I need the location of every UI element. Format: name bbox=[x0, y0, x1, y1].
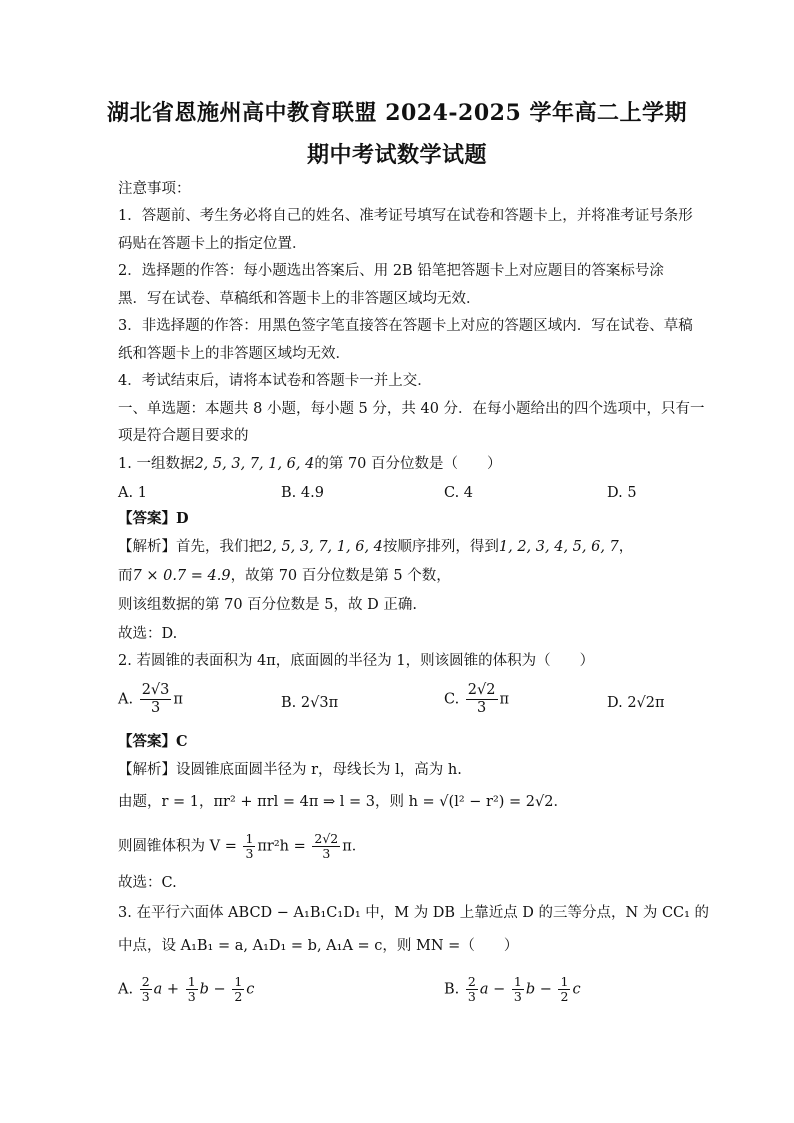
q2-option-a-tail: π bbox=[173, 691, 183, 708]
q1-analysis-1 bbox=[118, 538, 678, 556]
q2-choice: 故选：C. bbox=[118, 875, 177, 891]
q3-a-frac3: $\frac{1}{2}$ bbox=[234, 974, 243, 1004]
q2-option-a-num: 2√3 bbox=[141, 682, 170, 698]
q2-stem: 2. 若圆锥的表面积为 4π，底面圆的半径为 1，则该圆锥的体积为（ ） bbox=[118, 653, 595, 669]
q2-option-c-fraction bbox=[466, 682, 498, 717]
q2-an3-frac1 bbox=[243, 832, 255, 861]
q1-option-b: B. 4.9 bbox=[281, 485, 324, 501]
q2-option-a-den: 3 bbox=[150, 700, 161, 716]
q2-option-a bbox=[118, 682, 183, 717]
q1-analysis-2 bbox=[118, 567, 678, 585]
q3-option-b: B. $\frac{2}{3}$ a − $\frac{1}{3}$ b − $\frac{1}{2}$ c bbox=[444, 974, 581, 1004]
q1-an2-math: 7 × 0.7 = 4.9 bbox=[132, 568, 231, 584]
q1-an1-sorted: 1, 2, 3, 4, 5, 6, 7 bbox=[498, 539, 619, 555]
q2-an3-frac2-num: 2√2 bbox=[314, 831, 339, 846]
q2-option-a-label: A. bbox=[118, 691, 134, 708]
note-2a: 2．选择题的作答：每小题选出答案后、用 2B 铅笔把答题卡上对应题目的答案标号涂 bbox=[118, 263, 664, 279]
q1-stem-post: 的第 70 百分位数是（ ） bbox=[314, 456, 502, 472]
q1-an1-pre: 【解析】首先，我们把 bbox=[118, 539, 263, 555]
q2-an3-frac1-den: 3 bbox=[245, 846, 254, 861]
q1-choice: 故选：D. bbox=[118, 626, 178, 642]
q2-analysis-2: 由题，r = 1，πr² + πrl = 4π ⇒ l = 3，则 h = √(l² − r²) = 2√2． bbox=[118, 794, 568, 810]
q1-option-a: A. 1 bbox=[118, 485, 147, 501]
q2-option-c bbox=[444, 682, 509, 717]
q3-b-frac1: $\frac{2}{3}$ bbox=[467, 974, 476, 1004]
q1-analysis-3: 则该组数据的第 70 百分位数是 5，故 D 正确. bbox=[118, 597, 417, 613]
note-3b: 纸和答题卡上的非答题区域均无效． bbox=[118, 346, 350, 362]
note-4: 4．考试结束后，请将本试卷和答题卡一并上交． bbox=[118, 373, 432, 389]
note-1b: 码贴在答题卡上的指定位置． bbox=[118, 236, 307, 252]
q1-an1-data: 2, 5, 3, 7, 1, 6, 4 bbox=[263, 539, 383, 555]
q1-an2-post: ，故第 70 百分位数是第 5 个数， bbox=[230, 568, 451, 584]
q2-option-c-den: 3 bbox=[477, 700, 487, 716]
q3-stem-1: 3. 在平行六面体 ABCD − A₁B₁C₁D₁ 中，M 为 DB 上靠近点 D 的三等分点，N 为 CC₁ 的 bbox=[118, 905, 710, 921]
q1-stem-pre: 1. 一组数据 bbox=[118, 456, 195, 472]
q2-analysis-3 bbox=[118, 832, 678, 861]
q1-stem bbox=[118, 455, 678, 473]
q1-option-c: C. 4 bbox=[444, 485, 474, 501]
exam-title-line2: 期中考试数学试题 bbox=[306, 142, 487, 168]
q2-an3-pre: 则圆锥体积为 V = bbox=[118, 838, 237, 855]
q1-an1-end: ， bbox=[618, 539, 634, 555]
q3-a-frac1: $\frac{2}{3}$ bbox=[141, 974, 150, 1004]
q3-b-frac3: $\frac{1}{2}$ bbox=[560, 974, 569, 1004]
q2-an3-tail: π． bbox=[342, 838, 367, 855]
q1-stem-data: 2, 5, 3, 7, 1, 6, 4 bbox=[194, 456, 315, 472]
q2-an3-frac1-num: 1 bbox=[245, 831, 254, 846]
q1-an2-pre: 而 bbox=[118, 568, 133, 584]
q3-option-a-label: A. bbox=[118, 981, 134, 998]
notes-heading: 注意事项： bbox=[118, 181, 191, 197]
q3-a-frac2: $\frac{1}{3}$ bbox=[187, 974, 196, 1004]
q2-option-c-num: 2√2 bbox=[467, 682, 496, 698]
q2-an3-frac2-den: 3 bbox=[322, 846, 331, 861]
q1-answer: 【答案】D bbox=[118, 510, 189, 527]
note-1a: 1．答题前、考生务必将自己的姓名、准考证号填写在试卷和答题卡上，并将准考证号条形 bbox=[118, 208, 693, 224]
q1-an1-mid: 按顺序排列，得到 bbox=[382, 539, 499, 555]
q2-option-c-tail: π bbox=[499, 691, 510, 708]
section1-heading-b: 项是符合题目要求的 bbox=[118, 428, 249, 444]
q1-option-d: D. 5 bbox=[607, 485, 637, 501]
exam-title-line1: 湖北省恩施州高中教育联盟 2024-2025 学年高二上学期 bbox=[107, 100, 687, 126]
q2-option-d: D. 2√2π bbox=[607, 695, 665, 711]
q2-an3-frac2 bbox=[312, 832, 340, 861]
q2-option-c-label: C. bbox=[444, 691, 460, 708]
q2-option-b: B. 2√3π bbox=[281, 695, 339, 711]
q2-option-a-fraction bbox=[140, 682, 172, 717]
q2-answer: 【答案】C bbox=[118, 733, 188, 750]
q3-stem-2: 中点，设 A₁B₁ = a, A₁D₁ = b, A₁A = c，则 MN =（ ） bbox=[118, 938, 519, 954]
note-2b: 黑．写在试卷、草稿纸和答题卡上的非答题区域均无效． bbox=[118, 291, 481, 307]
q3-b-frac2: $\frac{1}{3}$ bbox=[513, 974, 522, 1004]
section1-heading-a: 一、单选题：本题共 8 小题，每小题 5 分，共 40 分．在每小题给出的四个选项中，只有一 bbox=[118, 401, 705, 417]
note-3a: 3．非选择题的作答：用黑色签字笔直接答在答题卡上对应的答题区域内．写在试卷、草稿 bbox=[118, 318, 693, 334]
q3-option-b-label: B. bbox=[444, 981, 460, 998]
q2-an3-mid: πr²h = bbox=[257, 838, 306, 855]
q2-analysis-1: 【解析】设圆锥底面圆半径为 r，母线长为 l，高为 h. bbox=[118, 762, 462, 778]
q3-option-a: A. $\frac{2}{3}$ a + $\frac{1}{3}$ b − $\frac{1}{2}$ c bbox=[118, 974, 255, 1004]
